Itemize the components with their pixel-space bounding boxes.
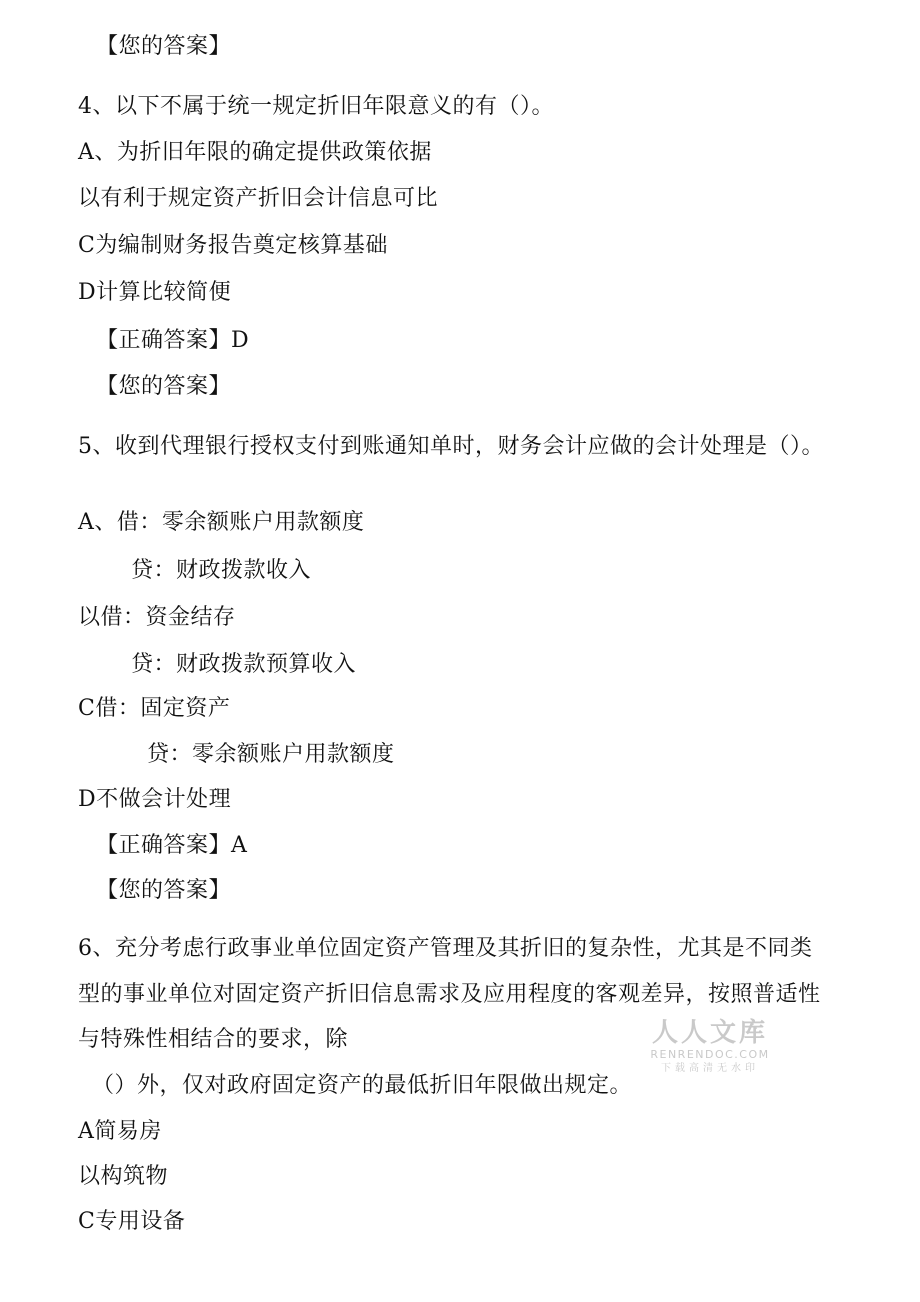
question-4-option-c: C为编制财务报告奠定核算基础: [78, 233, 388, 258]
question-5-option-c-debit: C借：固定资产: [78, 696, 231, 721]
question-6-option-a: A简易房: [78, 1119, 162, 1144]
question-6-stem-line-4: （）外，仅对政府固定资产的最低折旧年限做出规定。: [92, 1073, 633, 1098]
question-5-stem: 5、收到代理银行授权支付到账通知单时，财务会计应做的会计处理是（）。: [78, 434, 824, 459]
correct-answer-q5: 【正确答案】A: [96, 833, 248, 858]
question-5-option-b-credit: 贷：财政拨款预算收入: [131, 652, 357, 677]
question-6-stem-line-1: 6、充分考虑行政事业单位固定资产管理及其折旧的复杂性，尤其是不同类: [78, 936, 813, 961]
question-4-stem: 4、以下不属于统一规定折旧年限意义的有（）。: [78, 94, 554, 119]
question-4-option-d: D计算比较简便: [78, 280, 232, 305]
question-5-option-c-credit: 贷：零余额账户用款额度: [147, 742, 395, 767]
question-6-stem-line-2: 型的事业单位对固定资产折旧信息需求及应用程度的客观差异，按照普适性: [78, 982, 821, 1007]
correct-answer-q4: 【正确答案】D: [96, 328, 250, 353]
question-5-option-b-debit: 以借：资金结存: [78, 605, 236, 630]
your-answer-label-q3: 【您的答案】: [96, 34, 232, 59]
question-4-option-b: 以有利于规定资产折旧会计信息可比: [78, 186, 439, 211]
watermark-title: 人人文库: [651, 1018, 768, 1048]
question-5-option-a-credit: 贷：财政拨款收入: [131, 558, 312, 583]
question-6-stem-line-3: 与特殊性相结合的要求，除: [78, 1027, 349, 1052]
your-answer-label-q5: 【您的答案】: [96, 878, 232, 903]
renrendoc-watermark: [648, 1018, 772, 1076]
question-5-option-d: D不做会计处理: [78, 787, 232, 812]
question-6-option-c: C专用设备: [78, 1209, 186, 1234]
question-4-option-a: A、为折旧年限的确定提供政策依据: [78, 140, 432, 165]
question-5-option-a-debit: A、借：零余额账户用款额度: [78, 510, 365, 535]
watermark-url: RENRENDOC.COM: [650, 1048, 770, 1061]
question-6-option-b: 以构筑物: [78, 1164, 169, 1189]
watermark-subtitle: 下载高清无水印: [661, 1063, 759, 1074]
your-answer-label-q4: 【您的答案】: [96, 374, 232, 399]
